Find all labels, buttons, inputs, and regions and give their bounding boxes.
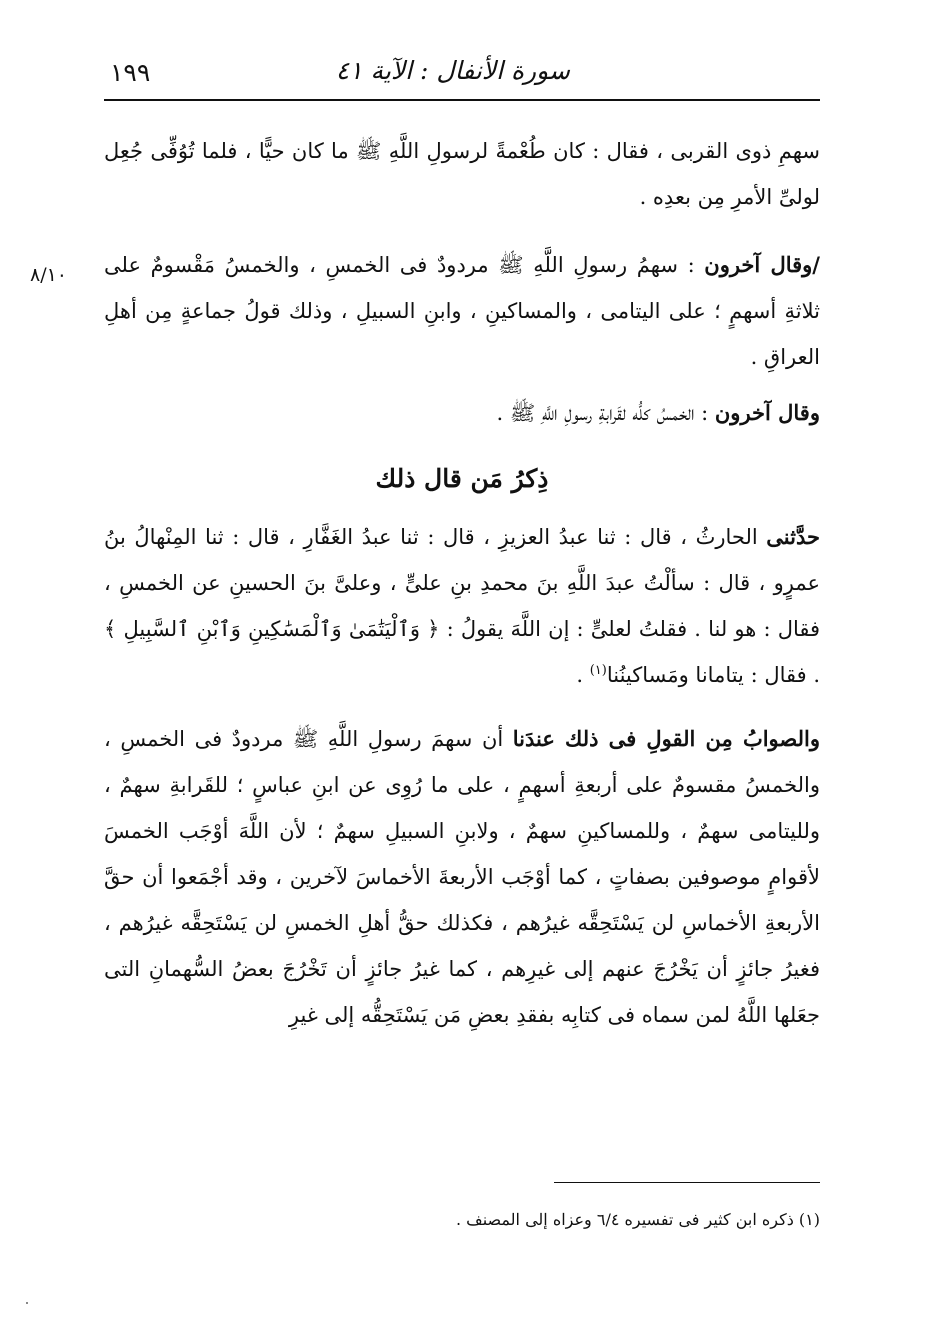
conclusion-lead: والصوابُ مِن القولِ فى ذلك عندَنا <box>512 726 820 751</box>
paragraph-2 <box>104 242 820 380</box>
page-header <box>104 54 820 94</box>
conclusion-paragraph <box>104 716 820 1038</box>
quran-quote: ﴿ وَٱلْيَتَٰمَىٰ وَٱلْمَسَٰكِينِ وَٱبْنِ ٱلسَّبِيلِ ﴾ <box>104 617 440 641</box>
header-rule <box>104 99 820 101</box>
scan-speck <box>26 1302 28 1304</box>
section-heading: ذِكرُ مَن قال ذلك <box>375 464 549 493</box>
hadith-text-1: الحارثُ ، قال : ثنا عبدُ العزيزِ ، قال : ثنا عبدُ الغَفَّارِ ، قال : ثنا المِنْهالُ بنُ عمرٍو ، قال : سألْتُ عبدَ اللَّهِ بنَ محمدِ بنِ علىٍّ ، وعلىَّ بنَ الحسينِ عن الخمسِ ، فقال : هو لنا . فقلتُ لعلىٍّ : إن اللَّهَ يقولُ : <box>104 525 821 641</box>
paragraph-3-lead: وقال آخرون <box>714 400 820 425</box>
paragraph-3 <box>104 390 820 436</box>
paragraph-1: سهمِ ذوى القربى ، فقال : كان طُعْمةً لرسولِ اللَّهِ ﷺ ما كان حيًّا ، فلما تُوُفِّى جُعِل لولىِّ الأمرِ مِن بعدِه . <box>104 139 820 209</box>
hadith-text-2: . فقال : يتامانا ومَساكينُنا <box>606 663 820 687</box>
footnote-reference: (١) <box>589 663 607 678</box>
paragraph-2-lead: /وقال آخرون <box>704 252 820 277</box>
hadith-paragraph <box>104 514 820 698</box>
main-text <box>104 128 820 1038</box>
running-title: سورة الأنفال : الآية ٤١ <box>335 56 570 85</box>
paragraph-2-text: : سهمُ رسولِ اللَّهِ ﷺ مردودٌ فى الخمسِ ، والخمسُ مَقْسومٌ على ثلاثةِ أسهمٍ ؛ على اليتامى ، والمساكينِ ، وابنِ السبيلِ ، وذلك قولُ جماعةٍ مِن أهلِ العراقِ . <box>104 253 820 369</box>
paragraph-3-text: : الخمسُ كلُّه لقَرابةِ رسولِ اللَّهِ ﷺ . <box>496 401 715 425</box>
margin-reference: ٨/١٠ <box>30 264 68 286</box>
footnote-rule <box>554 1182 820 1183</box>
footnote: (١) ذكره ابن كثير فى تفسيره ٦/٤ وعزاه إلى المصنف . <box>455 1210 820 1229</box>
hadith-text-3: . <box>576 663 590 687</box>
conclusion-text: أن سهمَ رسولِ اللَّهِ ﷺ مردودٌ فى الخمسِ ، والخمسُ مقسومٌ على أربعةِ أسهمٍ ، على ما رُوِى عن ابنِ عباسٍ ؛ للقَرابةِ سهمٌ ، ولليتامى سهمٌ ، وللمساكينِ سهمٌ ، ولابنِ السبيلِ سهمٌ ؛ لأن اللَّهَ أوْجَب الخمسَ لأقوامٍ موصوفين بصفاتٍ ، كما أوْجَب الأربعةَ الأخماسَ لآخرين ، وقد أجْمَعوا أن حقَّ الأربعةِ الأخماسِ لن يَسْتَحِقَّه غيرُهم ، فكذلك حقُّ أهلِ الخمسِ لن يَسْتَحِقَّه غيرُهم ، فغيرُ جائزٍ أن يَخْرُجَ عنهم إلى غيرِهم ، كما غيرُ جائزٍ أن تَخْرُجَ بعضُ السُّهمانِ التى جعَلها اللَّهُ لمن سماه فى كتابِه بفقدِ بعضِ مَن يَسْتَحِقُّه إلى غيرِ <box>104 727 821 1027</box>
page-number: ١٩٩ <box>110 58 151 87</box>
hadith-lead: حدَّثنى <box>766 524 820 549</box>
